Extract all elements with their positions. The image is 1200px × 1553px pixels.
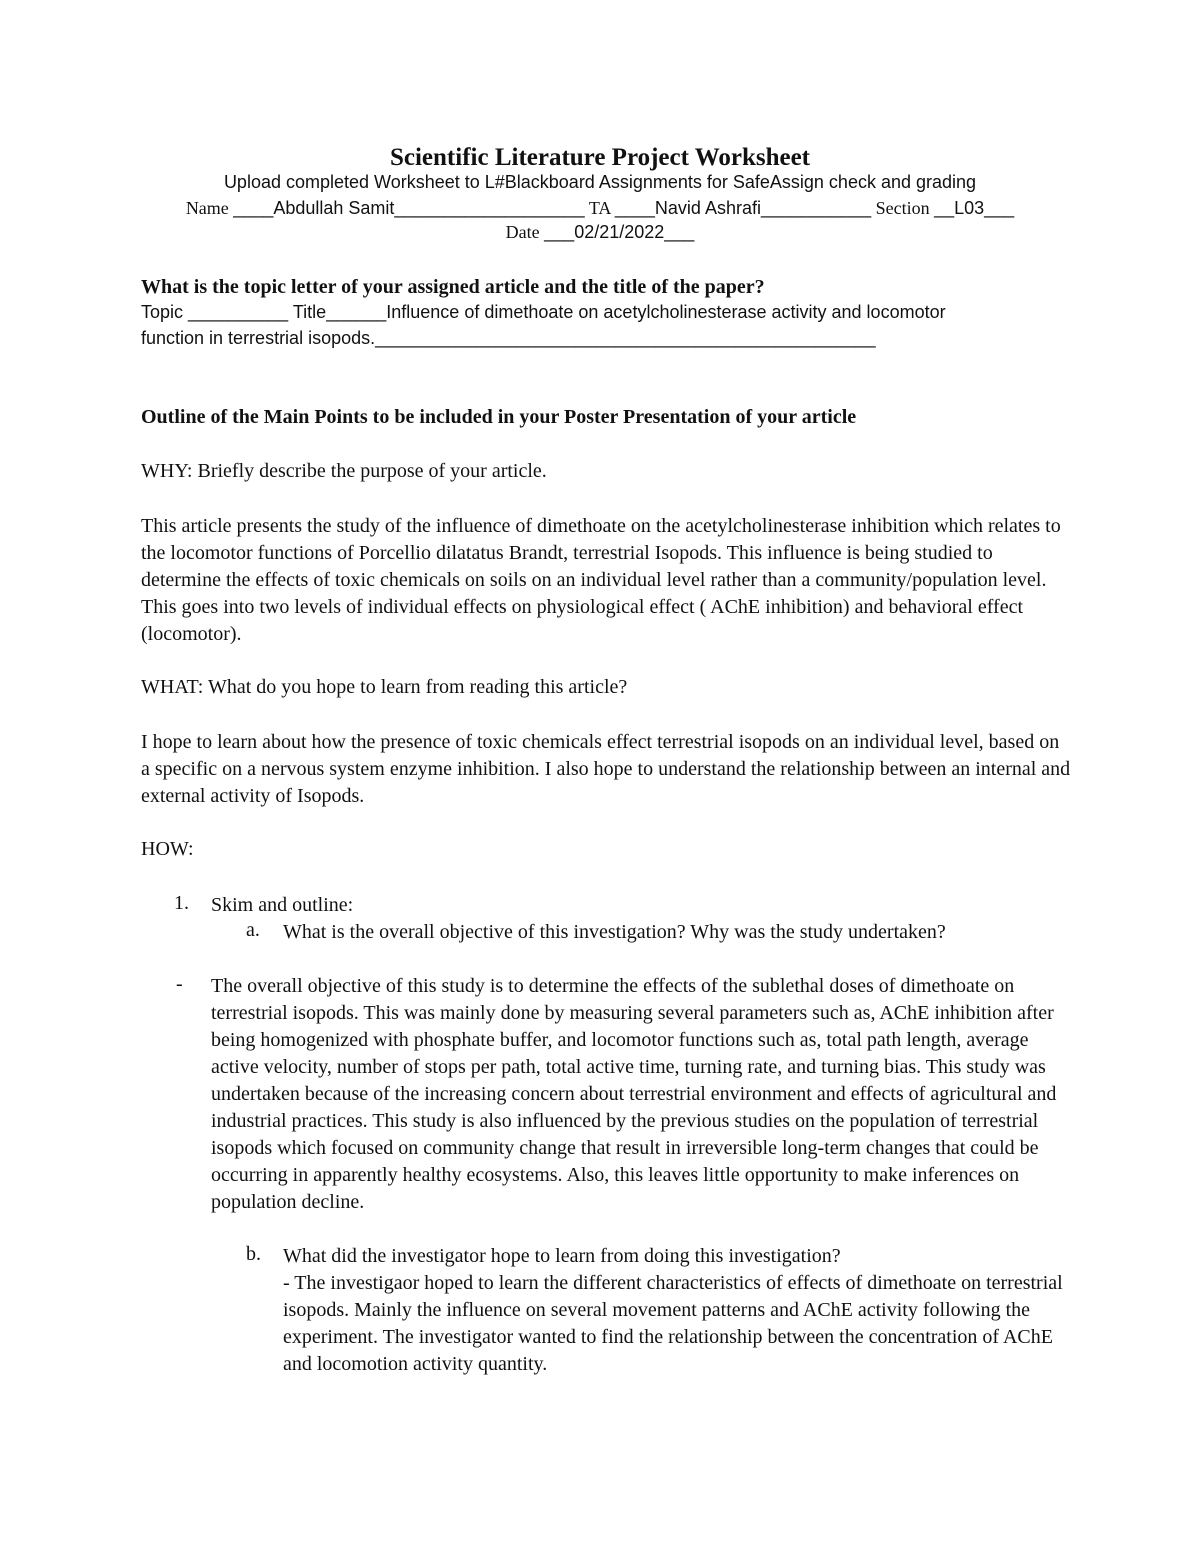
page-title: Scientific Literature Project Worksheet (389, 144, 811, 171)
name-ta-section-line (0, 198, 1200, 219)
ta-value: ____Navid Ashrafi___________ (614, 198, 872, 218)
article-title-part1: Influence of dimethoate on acetylcholinesterase activity and locomotor (386, 302, 946, 322)
name-label: Name (185, 198, 229, 218)
list-item-1: Skim and outline: (211, 894, 354, 916)
date-value: ___02/21/2022___ (544, 222, 695, 242)
title-line2-blank: __________________________________________________ (375, 328, 876, 348)
ta-label: TA (588, 198, 611, 218)
what-answer: I hope to learn about how the presence of toxic chemicals effect terrestrial isopods on an individual level, based on a specific on a nervous system enzyme inhibition. I also hope to understand the relationship between an internal and external activity of Isopods. (141, 731, 1071, 807)
topic-question: What is the topic letter of your assigned article and the title of the paper? (141, 276, 765, 298)
bullet-dash: - (176, 973, 183, 995)
list-letter-b: b. (246, 1243, 261, 1265)
title-label: Title (292, 302, 327, 322)
objective-answer: The overall objective of this study is to determine the effects of the sublethal doses of dimethoate on terrestrial isopods. This was mainly done by measuring several parameters such as, AChE inhibition after being homogenized with phosphate buffer, and locomotor functions such as, total path length, average active velocity, number of stops per path, total active time, turning rate, and turning bias. This study was undertaken because of the increasing concern about terrestrial environment and effects of agricultural and industrial practices. This study is also influenced by the previous studies on the population of terrestrial isopods which focused on community change that result in irreversible long-term changes that could be occurring in apparently healthy ecosystems. Also, this leaves little opportunity to make inferences on population decline. (211, 975, 1057, 1213)
why-prompt: WHY: Briefly describe the purpose of your article. (141, 460, 547, 482)
topic-title-line-2 (141, 328, 876, 349)
outline-heading: Outline of the Main Points to be included in your Poster Presentation of your article (141, 406, 857, 428)
section-label: Section (875, 198, 930, 218)
list-item-a: What is the overall objective of this investigation? Why was the study undertaken? (283, 921, 946, 943)
date-line (0, 222, 1200, 243)
why-answer: This article presents the study of the influence of dimethoate on the acetylcholinesterase inhibition which relates to the locomotor functions of Porcellio dilatatus Brandt, terrestrial Isopods. This influence is being studied to determine the effects of toxic chemicals on soils on an individual level rather than a community/population level. This goes into two levels of individual effects on physiological effect ( AChE inhibition) and behavioral effect (locomotor). (141, 515, 1061, 645)
date-label: Date (505, 222, 540, 242)
list-item-b: What did the investigator hope to learn from doing this investigation? (283, 1245, 841, 1267)
investigator-answer: - The investigaor hoped to learn the different characteristics of effects of dimethoate on terrestrial isopods. Mainly the influence on several movement patterns and AChE activity following the experiment. The investigator wanted to find the relationship between the concentration of AChE and locomotion activity quantity. (283, 1272, 1063, 1375)
topic-blank: __________ (188, 302, 289, 322)
name-value: ____Abdullah Samit___________________ (233, 198, 585, 218)
what-prompt: WHAT: What do you hope to learn from reading this article? (141, 676, 628, 698)
article-title-part2: function in terrestrial isopods. (141, 328, 376, 348)
title-blank: ______ (326, 302, 387, 322)
list-letter-a: a. (246, 919, 260, 941)
topic-label: Topic (141, 302, 184, 322)
section-value: __L03___ (934, 198, 1015, 218)
how-prompt: HOW: (141, 838, 194, 860)
upload-instructions: Upload completed Worksheet to L#Blackboard Assignments for SafeAssign check and grading (223, 172, 977, 192)
list-number-1: 1. (174, 892, 189, 914)
topic-title-line (141, 302, 946, 323)
